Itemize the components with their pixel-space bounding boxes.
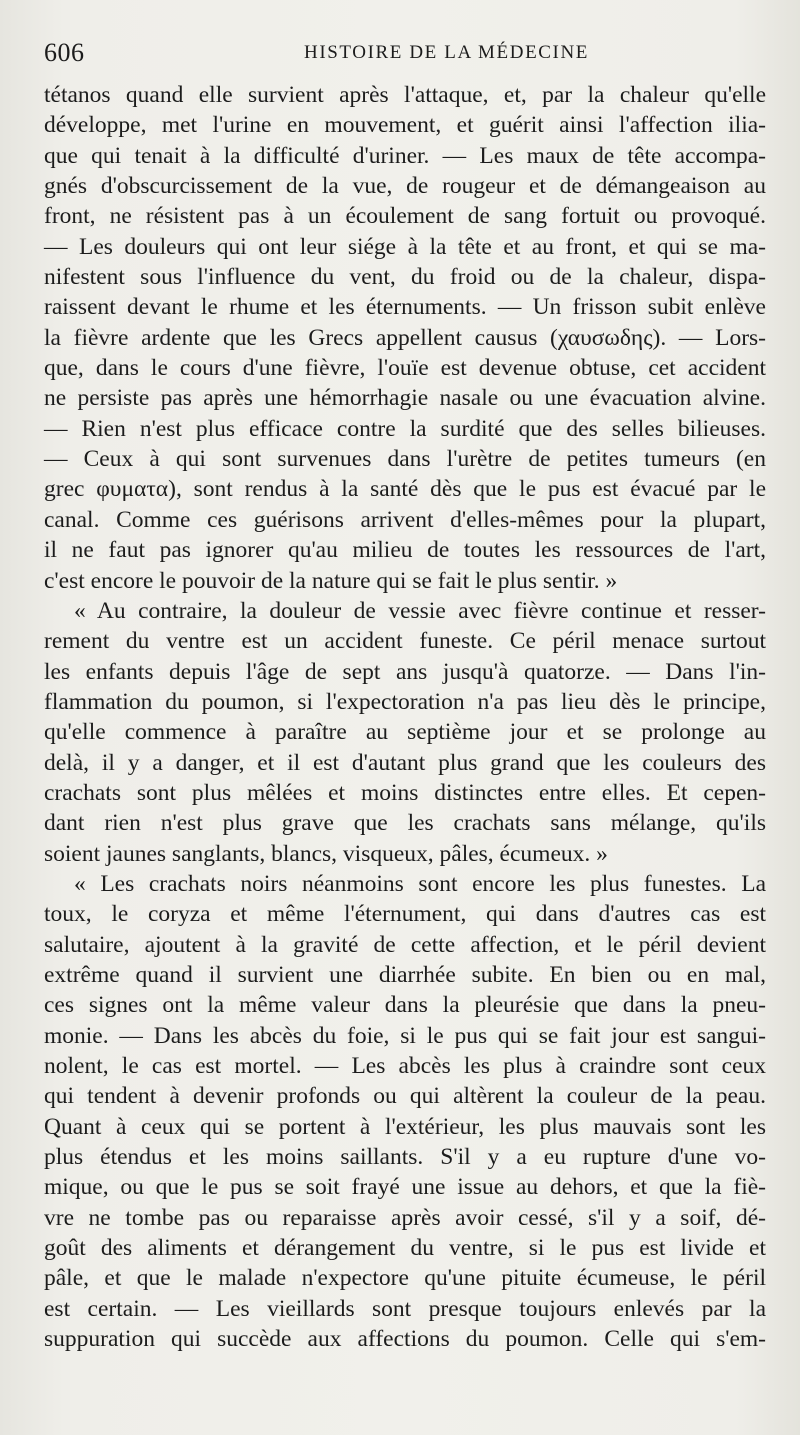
text-line: la fièvre ardente que les Grecs appellent causus (χαυσωδης). — Lors-	[44, 324, 766, 351]
text-line: qu'elle commence à paraître au septième jour et se prolonge au	[44, 719, 766, 746]
text-line: salutaire, ajoutent à la gravité de cette affection, et le péril devient	[44, 931, 766, 958]
text-line: goût des aliments et dérangement du ventre, si le pus est livide et	[44, 1235, 766, 1262]
text-line: raissent devant le rhume et les éternuments. — Un frisson subit enlève	[44, 294, 766, 321]
text-line: gnés d'obscurcissement de la vue, de rougeur et de démangeaison au	[44, 173, 766, 200]
text-line: nifestent sous l'influence du vent, du froid ou de la chaleur, dispa-	[44, 264, 766, 291]
text-line: tétanos quand elle survient après l'attaque, et, par la chaleur qu'elle	[44, 82, 766, 108]
text-line: soient jaunes sanglants, blancs, visqueux, pâles, écumeux. »	[44, 840, 608, 867]
text-line: c'est encore le pouvoir de la nature qui se fait le plus sentir. »	[44, 567, 618, 594]
text-line: que qui tenait à la difficulté d'uriner. — Les maux de tête accompa-	[44, 142, 766, 169]
text-line: dant rien n'est plus grave que les crachats sans mélange, qu'ils	[44, 810, 766, 837]
body-text	[44, 80, 766, 1354]
text-line: nolent, le cas est mortel. — Les abcès les plus à craindre sont ceux	[44, 1053, 766, 1079]
text-line: vre ne tombe pas ou reparaisse après avoir cessé, s'il y a soif, dé-	[44, 1204, 766, 1231]
text-line: plus étendus et les moins saillants. S'il y a eu rupture d'une vo-	[44, 1144, 766, 1171]
text-line: « Les crachats noirs néanmoins sont encore les plus funestes. La	[74, 870, 766, 897]
text-line: monie. — Dans les abcès du foie, si le pus qui se fait jour est sangui-	[44, 1022, 766, 1049]
text-line: il ne faut pas ignorer qu'au milieu de toutes les ressources de l'art,	[44, 537, 766, 564]
text-line: rement du ventre est un accident funeste. Ce péril menace surtout	[44, 628, 766, 655]
text-line: canal. Comme ces guérisons arrivent d'elles-mêmes pour la plupart,	[44, 506, 766, 533]
text-line: est certain. — Les vieillards sont presque toujours enlevés par la	[44, 1295, 766, 1322]
text-line: toux, le coryza et même l'éternument, qui dans d'autres cas est	[44, 901, 766, 928]
text-line: les enfants depuis l'âge de sept ans jusqu'à quatorze. — Dans l'in-	[44, 658, 766, 685]
page-header	[44, 38, 764, 72]
text-line: delà, il y a danger, et il est d'autant plus grand que les couleurs des	[44, 749, 766, 776]
text-line: qui tendent à devenir profonds ou qui altèrent la couleur de la peau.	[44, 1083, 766, 1110]
text-line: — Les douleurs qui ont leur siége à la tête et au front, et qui se ma-	[44, 233, 766, 260]
text-line: développe, met l'urine en mouvement, et guérit ainsi l'affection ilia-	[44, 112, 766, 139]
text-line: pâle, et que le malade n'expectore qu'une pituite écumeuse, le péril	[44, 1265, 766, 1292]
text-line: — Rien n'est plus efficace contre la surdité que des selles bilieuses.	[44, 415, 766, 442]
text-line: ne persiste pas après une hémorrhagie nasale ou une évacuation alvine.	[44, 385, 766, 412]
running-title: HISTOIRE DE LA MÉDECINE	[304, 42, 590, 63]
text-line: crachats sont plus mêlées et moins distinctes entre elles. Et cepen-	[44, 779, 766, 806]
text-line: « Au contraire, la douleur de vessie avec fièvre continue et resser-	[74, 597, 766, 624]
text-line: mique, ou que le pus se soit frayé une issue au dehors, et que la fiè-	[44, 1174, 766, 1201]
page-number: 606	[44, 38, 85, 67]
text-line: flammation du poumon, si l'expectoration n'a pas lieu dès le principe,	[44, 688, 766, 715]
text-line: front, ne résistent pas à un écoulement de sang fortuit ou provoqué.	[44, 203, 766, 230]
text-line: — Ceux à qui sont survenues dans l'urètre de petites tumeurs (en	[44, 446, 766, 473]
text-line: que, dans le cours d'une fièvre, l'ouïe est devenue obtuse, cet accident	[44, 355, 766, 382]
text-line: suppuration qui succède aux affections du poumon. Celle qui s'em-	[44, 1326, 766, 1353]
text-line: ces signes ont la même valeur dans la pleurésie que dans la pneu-	[44, 992, 766, 1019]
text-line: Quant à ceux qui se portent à l'extérieur, les plus mauvais sont les	[44, 1113, 766, 1140]
text-line: grec φυματα), sont rendus à la santé dès que le pus est évacué par le	[44, 476, 766, 503]
text-line: extrême quand il survient une diarrhée subite. En bien ou en mal,	[44, 961, 766, 988]
